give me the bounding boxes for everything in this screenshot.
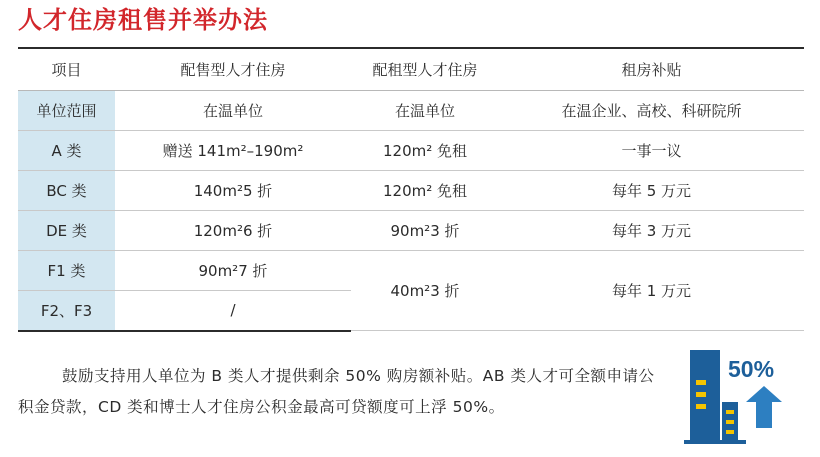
row-label: BC 类 [18, 170, 115, 210]
cell-sale: 140m²5 折 [115, 170, 351, 210]
cell-rent: 120m² 免租 [351, 170, 499, 210]
table-row [18, 210, 804, 250]
table-row [18, 170, 804, 210]
policy-table [18, 47, 804, 332]
cell-sale: 在温单位 [115, 90, 351, 130]
row-label: A 类 [18, 130, 115, 170]
table-row [18, 90, 804, 130]
row-label: F2、F3 [18, 290, 115, 331]
cell-rent: 40m²3 折 [351, 250, 499, 331]
cell-subsidy: 一事一议 [499, 130, 804, 170]
header-item: 项目 [18, 48, 115, 90]
header-rent-subsidy: 租房补贴 [499, 48, 804, 90]
percent-label: 50% [728, 356, 775, 382]
page-title: 人才住房租售并举办法 [18, 6, 268, 34]
cell-subsidy: 每年 3 万元 [499, 210, 804, 250]
row-label: DE 类 [18, 210, 115, 250]
cell-sale: / [115, 290, 351, 331]
cell-sale: 90m²7 折 [115, 250, 351, 290]
policy-paragraph [18, 361, 658, 423]
cell-subsidy: 每年 5 万元 [499, 170, 804, 210]
row-label: F1 类 [18, 250, 115, 290]
table-row [18, 130, 804, 170]
table-row [18, 250, 804, 290]
cell-rent: 在温单位 [351, 90, 499, 130]
cell-subsidy: 在温企业、高校、科研院所 [499, 90, 804, 130]
header-sale-housing: 配售型人才住房 [115, 48, 351, 90]
cell-sale: 赠送 141m²–190m² [115, 130, 351, 170]
cell-subsidy: 每年 1 万元 [499, 250, 804, 331]
cell-sale: 120m²6 折 [115, 210, 351, 250]
row-label: 单位范围 [18, 90, 115, 130]
table-header-row [18, 48, 804, 90]
cell-rent: 90m²3 折 [351, 210, 499, 250]
up-arrow-icon [746, 386, 782, 428]
paragraph-text: 鼓励支持用人单位为 B 类人才提供剩余 50% 购房额补贴。AB 类人才可全额申请公积金贷款，CD 类和博士人才住房公积金最高可贷额度可上浮 50%。 [18, 367, 655, 416]
cell-rent: 120m² 免租 [351, 130, 499, 170]
header-rent-housing: 配租型人才住房 [351, 48, 499, 90]
